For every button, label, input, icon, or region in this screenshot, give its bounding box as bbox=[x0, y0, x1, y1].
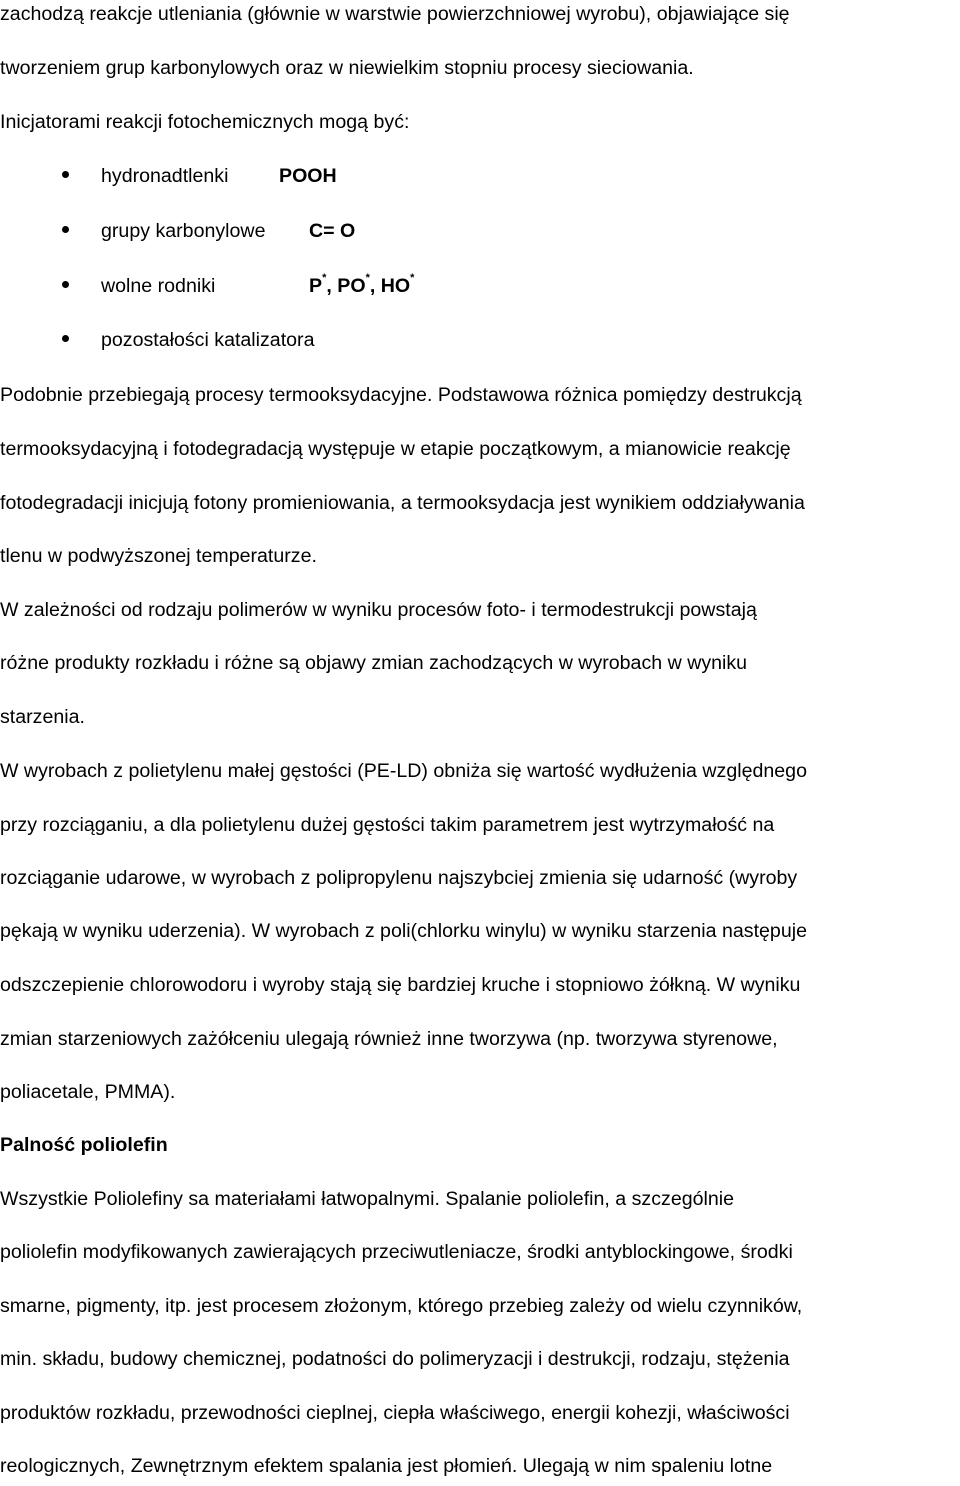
text-line: Podobnie przebiegają procesy termooksydacyjne. Podstawowa różnica pomiędzy destrukcją bbox=[0, 384, 802, 406]
text-line: odszczepienie chlorowodoru i wyroby stają się bardziej kruche i stopniowo żółkną. W wyniku bbox=[0, 974, 801, 996]
text-line: smarne, pigmenty, itp. jest procesem złożonym, którego przebieg zależy od wielu czynników, bbox=[0, 1295, 803, 1317]
text-line: pękają w wyniku uderzenia). W wyrobach z poli(chlorku winylu) w wyniku starzenia następuje bbox=[0, 920, 807, 942]
bullet-icon bbox=[62, 335, 69, 342]
text-line: W wyrobach z polietylenu małej gęstości (PE-LD) obniża się wartość wydłużenia względnego bbox=[0, 760, 807, 782]
bullet-icon bbox=[62, 171, 69, 178]
text-line: zmian starzeniowych zażółceniu ulegają również inne tworzywa (np. tworzywa styrenowe, bbox=[0, 1028, 778, 1050]
bullet-icon bbox=[62, 281, 69, 288]
formula-part: , HO bbox=[369, 275, 411, 297]
formula-part: , PO bbox=[326, 275, 366, 297]
formula-superscript: * bbox=[322, 272, 327, 285]
text-line: przy rozciąganiu, a dla polietylenu dużej gęstości takim parametrem jest wytrzymałość na bbox=[0, 814, 775, 836]
text-line: reologicznych, Zewnętrznym efektem spalania jest płomień. Ulegają w nim spaleniu lotne bbox=[0, 1455, 773, 1477]
text-line: W zależności od rodzaju polimerów w wyniku procesów foto- i termodestrukcji powstają bbox=[0, 599, 757, 621]
chemical-formula: C= O bbox=[309, 220, 356, 242]
formula-superscript: * bbox=[410, 272, 415, 285]
list-item bbox=[62, 266, 960, 306]
formula-superscript: * bbox=[365, 272, 370, 285]
list-item bbox=[62, 320, 960, 360]
text-line: poliacetale, PMMA). bbox=[0, 1081, 176, 1103]
chemical-formula bbox=[309, 272, 415, 297]
text-line: poliolefin modyfikowanych zawierających przeciwutleniacze, środki antyblockingowe, środki bbox=[0, 1241, 793, 1263]
text-line: tlenu w podwyższonej temperaturze. bbox=[0, 545, 317, 567]
text-line: zachodzą reakcje utleniania (głównie w warstwie powierzchniowej wyrobu), objawiające się bbox=[0, 3, 790, 25]
text-line: produktów rozkładu, przewodności cieplnej, ciepła właściwego, energii kohezji, właściwości bbox=[0, 1402, 790, 1424]
list-item-term: grupy karbonylowe bbox=[101, 220, 266, 242]
formula-part: P bbox=[309, 275, 323, 297]
text-line: min. składu, budowy chemicznej, podatności do polimeryzacji i destrukcji, rodzaju, stężenia bbox=[0, 1348, 790, 1370]
list-item-term: wolne rodniki bbox=[101, 275, 216, 297]
text-line: rozciąganie udarowe, w wyrobach z polipropylenu najszybciej zmienia się udarność (wyroby bbox=[0, 867, 798, 889]
chemical-formula: POOH bbox=[279, 165, 337, 187]
text-line: fotodegradacji inicjują fotony promieniowania, a termooksydacja jest wynikiem oddziaływania bbox=[0, 492, 805, 514]
bullet-icon bbox=[62, 226, 69, 233]
text-line: tworzeniem grup karbonylowych oraz w niewielkim stopniu procesy sieciowania. bbox=[0, 57, 694, 79]
list-item bbox=[62, 156, 960, 196]
text-line: termooksydacyjną i fotodegradacją występuje w etapie początkowym, a mianowicie reakcję bbox=[0, 438, 791, 460]
text-line: starzenia. bbox=[0, 706, 85, 728]
section-heading: Palność poliolefin bbox=[0, 1134, 168, 1156]
text-line: Wszystkie Poliolefiny sa materiałami łatwopalnymi. Spalanie poliolefin, a szczególnie bbox=[0, 1188, 735, 1210]
list-item bbox=[62, 211, 960, 251]
text-line: Inicjatorami reakcji fotochemicznych mogą być: bbox=[0, 111, 410, 133]
list-item-term: hydronadtlenki bbox=[101, 165, 229, 187]
list-item-term: pozostałości katalizatora bbox=[101, 329, 315, 351]
text-line: różne produkty rozkładu i różne są objawy zmian zachodzących w wyrobach w wyniku bbox=[0, 652, 748, 674]
